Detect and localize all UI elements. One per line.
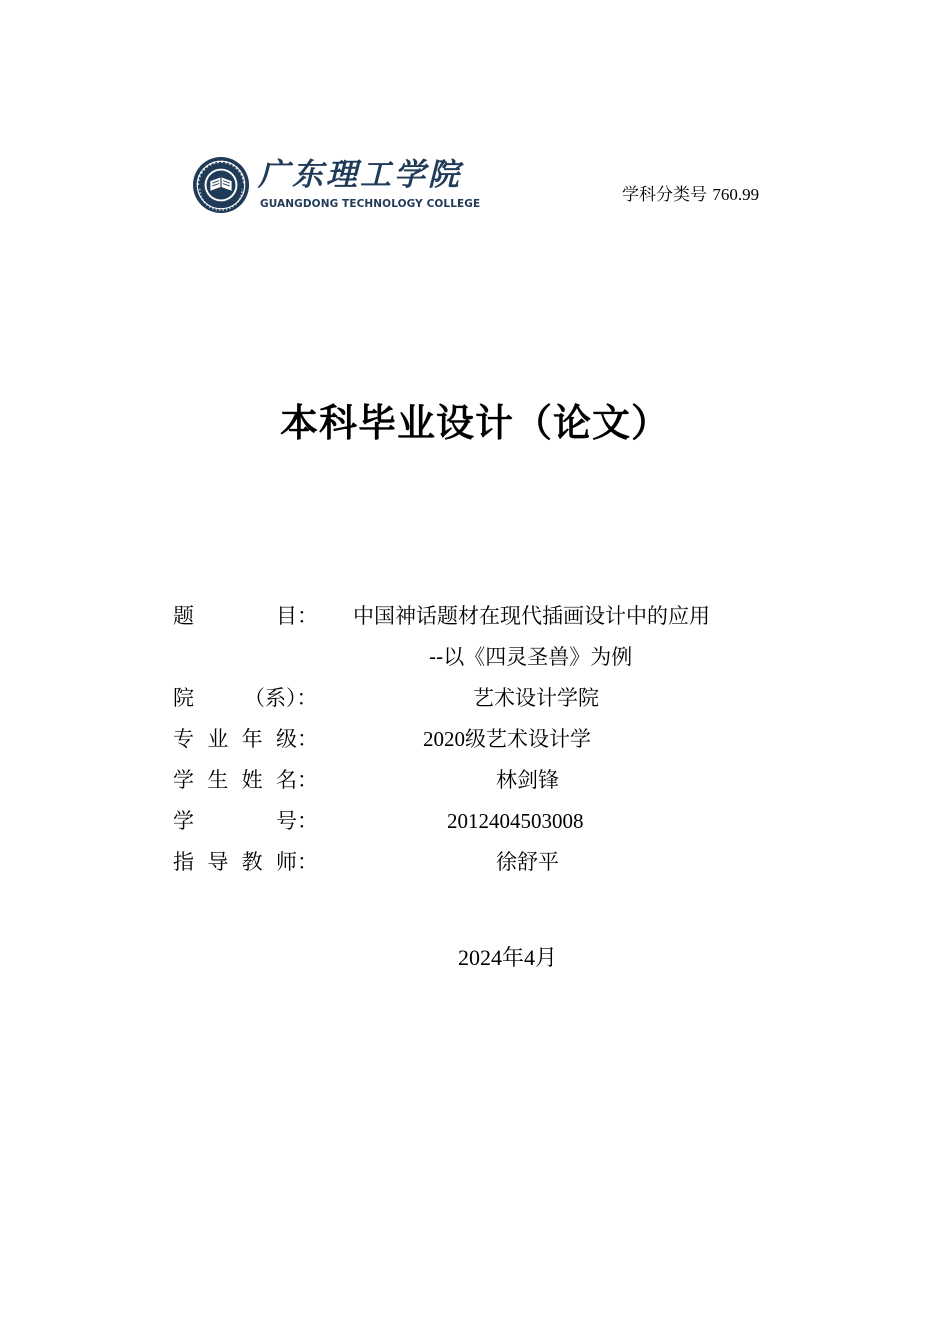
date-year: 2024 [458, 945, 502, 970]
date-month-unit: 月 [535, 946, 558, 971]
advisor-label-char: 师： [275, 850, 318, 874]
major-value [423, 723, 591, 755]
college-value: 艺术设计学院 [473, 686, 599, 710]
student-name: 林剑锋 [496, 768, 559, 792]
classification-label: 学科分类号 [622, 185, 707, 205]
student-label [173, 764, 318, 796]
topic-value-line2: --以《四灵圣兽》为例 [429, 645, 633, 669]
college-label-part1: 院 [173, 686, 194, 710]
advisor-label-char: 指 [173, 850, 194, 874]
advisor-label [173, 846, 318, 878]
info-row-student [173, 764, 793, 805]
submission-date [458, 942, 557, 975]
info-row-student-id [173, 805, 793, 846]
topic-value-line1: 中国神话题材在现代插画设计中的应用 [353, 604, 710, 628]
major-label [173, 723, 318, 755]
advisor-label-char: 导 [207, 850, 229, 874]
info-row-major [173, 723, 793, 764]
college-logo [192, 156, 481, 216]
topic-label-part2: 目： [276, 604, 318, 628]
advisor-label-char: 教 [241, 850, 263, 874]
major-label-char: 业 [207, 727, 229, 751]
student-id-label [173, 805, 318, 837]
info-row-topic-cont [173, 641, 793, 682]
classification-value: 760.99 [712, 185, 760, 204]
topic-label-part1: 题 [173, 604, 194, 628]
student-id-label-part2: 号： [276, 809, 318, 833]
student-id-label-part1: 学 [173, 809, 194, 833]
logo-chinese-name: 广东理工学院 [258, 157, 462, 193]
major-label-char: 级： [275, 727, 318, 751]
advisor-name: 徐舒平 [496, 850, 559, 874]
student-label-char: 名： [275, 768, 318, 792]
college-seal-icon [192, 156, 250, 214]
info-row-college [173, 682, 793, 723]
student-label-char: 姓 [241, 768, 263, 792]
logo-english-name: GUANGDONG TECHNOLOGY COLLEGE [260, 198, 481, 210]
major-name: 级艺术设计学 [465, 727, 591, 751]
date-month: 4 [524, 945, 536, 970]
major-year: 2020 [423, 727, 465, 751]
major-label-char: 专 [173, 727, 194, 751]
classification-number [622, 184, 759, 206]
college-label [173, 682, 318, 714]
college-label-part2: （系）： [244, 686, 318, 710]
thesis-info [173, 600, 793, 887]
major-label-char: 年 [241, 727, 263, 751]
info-row-topic [173, 600, 793, 641]
student-id-value: 2012404503008 [447, 809, 584, 833]
info-row-advisor [173, 846, 793, 887]
date-year-unit: 年 [502, 946, 525, 971]
student-label-char: 生 [207, 768, 229, 792]
student-label-char: 学 [173, 768, 194, 792]
topic-label [173, 600, 318, 632]
page-title: 本科毕业设计（论文） [279, 401, 670, 445]
